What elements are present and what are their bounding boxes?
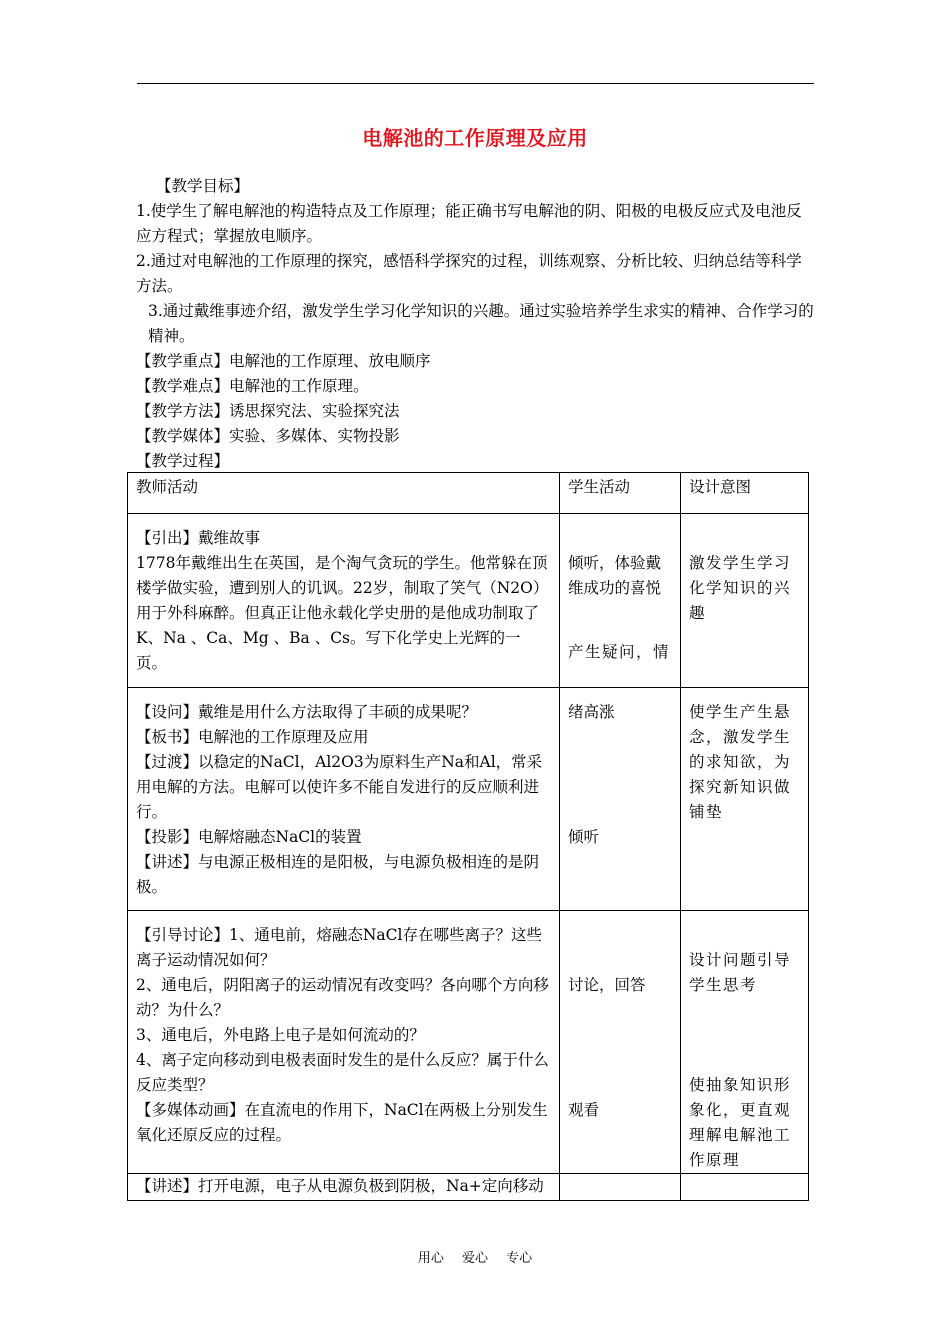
teacher-line: 【过渡】以稳定的NaCl，Al2O3为原料生产Na和Al，常采用电解的方法。电解可以使许多不能自发进行的反应顺利进行。 (136, 753, 543, 821)
teacher-line: 2、通电后，阴阳离子的运动情况有改变吗？各向哪个方向移动？为什么？ (136, 976, 549, 1019)
intent-cell (681, 514, 809, 688)
table-row (128, 688, 809, 911)
teacher-line: 【设问】戴维是用什么方法取得了丰硕的成果呢？ (136, 703, 478, 721)
table-row (128, 514, 809, 688)
teacher-line: 【引导讨论】1、通电前，熔融态NaCl存在哪些离子？这些离子运动情况如何？ (136, 926, 542, 969)
media: 【教学媒体】实验、多媒体、实物投影 (136, 427, 400, 445)
teacher-line: 【讲述】与电源正极相连的是阳极，与电源负极相连的是阴极。 (136, 853, 540, 896)
student-cell (560, 688, 681, 911)
teaching-process-table (127, 472, 809, 1201)
student-text: 产生疑问，情 (568, 643, 671, 661)
difficulties: 【教学难点】电解池的工作原理。 (136, 377, 369, 395)
intent-text: 使学生产生悬念，激发学生的求知欲，为探究新知识做铺垫 (689, 703, 792, 821)
teacher-line: 1778年戴维出生在英国，是个淘气贪玩的学生。他常躲在顶楼学做实验，遭到别人的讥讽。22岁，制取了笑气（N2O）用于外科麻醉。但真正让他永载化学史册的是他成功制取了K、Na 、Ca、Mg 、Ba 、Cs。写下化学史上光辉的一页。 (136, 554, 549, 672)
student-text: 倾听 (568, 828, 600, 846)
student-text: 讨论，回答 (568, 976, 646, 994)
page-footer: 用心 爱心 专心 (417, 1251, 533, 1266)
document-body (136, 174, 816, 474)
teacher-line: 【多媒体动画】在直流电的作用下，NaCl在两极上分别发生氧化还原反应的过程。 (136, 1101, 548, 1144)
intent-text: 使抽象知识形象化，更直观理解电解池工作原理 (689, 1076, 792, 1169)
teacher-line: 【板书】电解池的工作原理及应用 (136, 728, 369, 746)
objective-3: 3.通过戴维事迹介绍，激发学生学习化学知识的兴趣。通过实验培养学生求实的精神、合作学习的精神。 (148, 302, 814, 345)
intent-text: 激发学生学习化学知识的兴趣 (689, 554, 792, 622)
teacher-line: 3、通电后，外电路上电子是如何流动的？ (136, 1026, 425, 1044)
intent-cell (681, 911, 809, 1174)
table-header-row (128, 473, 809, 514)
header-intent: 设计意图 (681, 473, 809, 514)
page-title: 电解池的工作原理及应用 (362, 126, 588, 150)
teacher-cell (128, 514, 560, 688)
teacher-cell (128, 688, 560, 911)
intent-cell (681, 1174, 809, 1201)
methods: 【教学方法】诱思探究法、实验探究法 (136, 402, 400, 420)
teacher-cell (128, 911, 560, 1174)
student-text: 倾听，体验戴维成功的喜悦 (568, 554, 662, 597)
table-row (128, 911, 809, 1174)
process-heading: 【教学过程】 (136, 452, 230, 470)
intent-cell (681, 688, 809, 911)
objective-2: 2.通过对电解池的工作原理的探究，感悟科学探究的过程，训练观察、分析比较、归纳总结等科学方法。 (136, 252, 802, 295)
header-teacher: 教师活动 (128, 473, 560, 514)
header-student: 学生活动 (560, 473, 681, 514)
header-rule (137, 83, 814, 84)
teacher-line: 【引出】戴维故事 (136, 529, 261, 547)
teacher-line: 4、离子定向移动到电极表面时发生的是什么反应？属于什么反应类型？ (136, 1051, 549, 1094)
objectives-heading: 【教学目标】 (156, 177, 250, 195)
student-text: 观看 (568, 1101, 600, 1119)
key-points: 【教学重点】电解池的工作原理、放电顺序 (136, 352, 431, 370)
student-cell (560, 1174, 681, 1201)
teacher-cell: 【讲述】打开电源，电子从电源负极到阴极，Na+定向移动 (128, 1174, 560, 1201)
student-cell (560, 911, 681, 1174)
student-text: 绪高涨 (568, 703, 615, 721)
teacher-line: 【投影】电解熔融态NaCl的装置 (136, 828, 362, 846)
student-cell (560, 514, 681, 688)
table-row (128, 1174, 809, 1201)
intent-text: 设计问题引导学生思考 (689, 951, 792, 994)
objective-1: 1.使学生了解电解池的构造特点及工作原理；能正确书写电解池的阴、阳极的电极反应式及电池反应方程式；掌握放电顺序。 (136, 202, 802, 245)
